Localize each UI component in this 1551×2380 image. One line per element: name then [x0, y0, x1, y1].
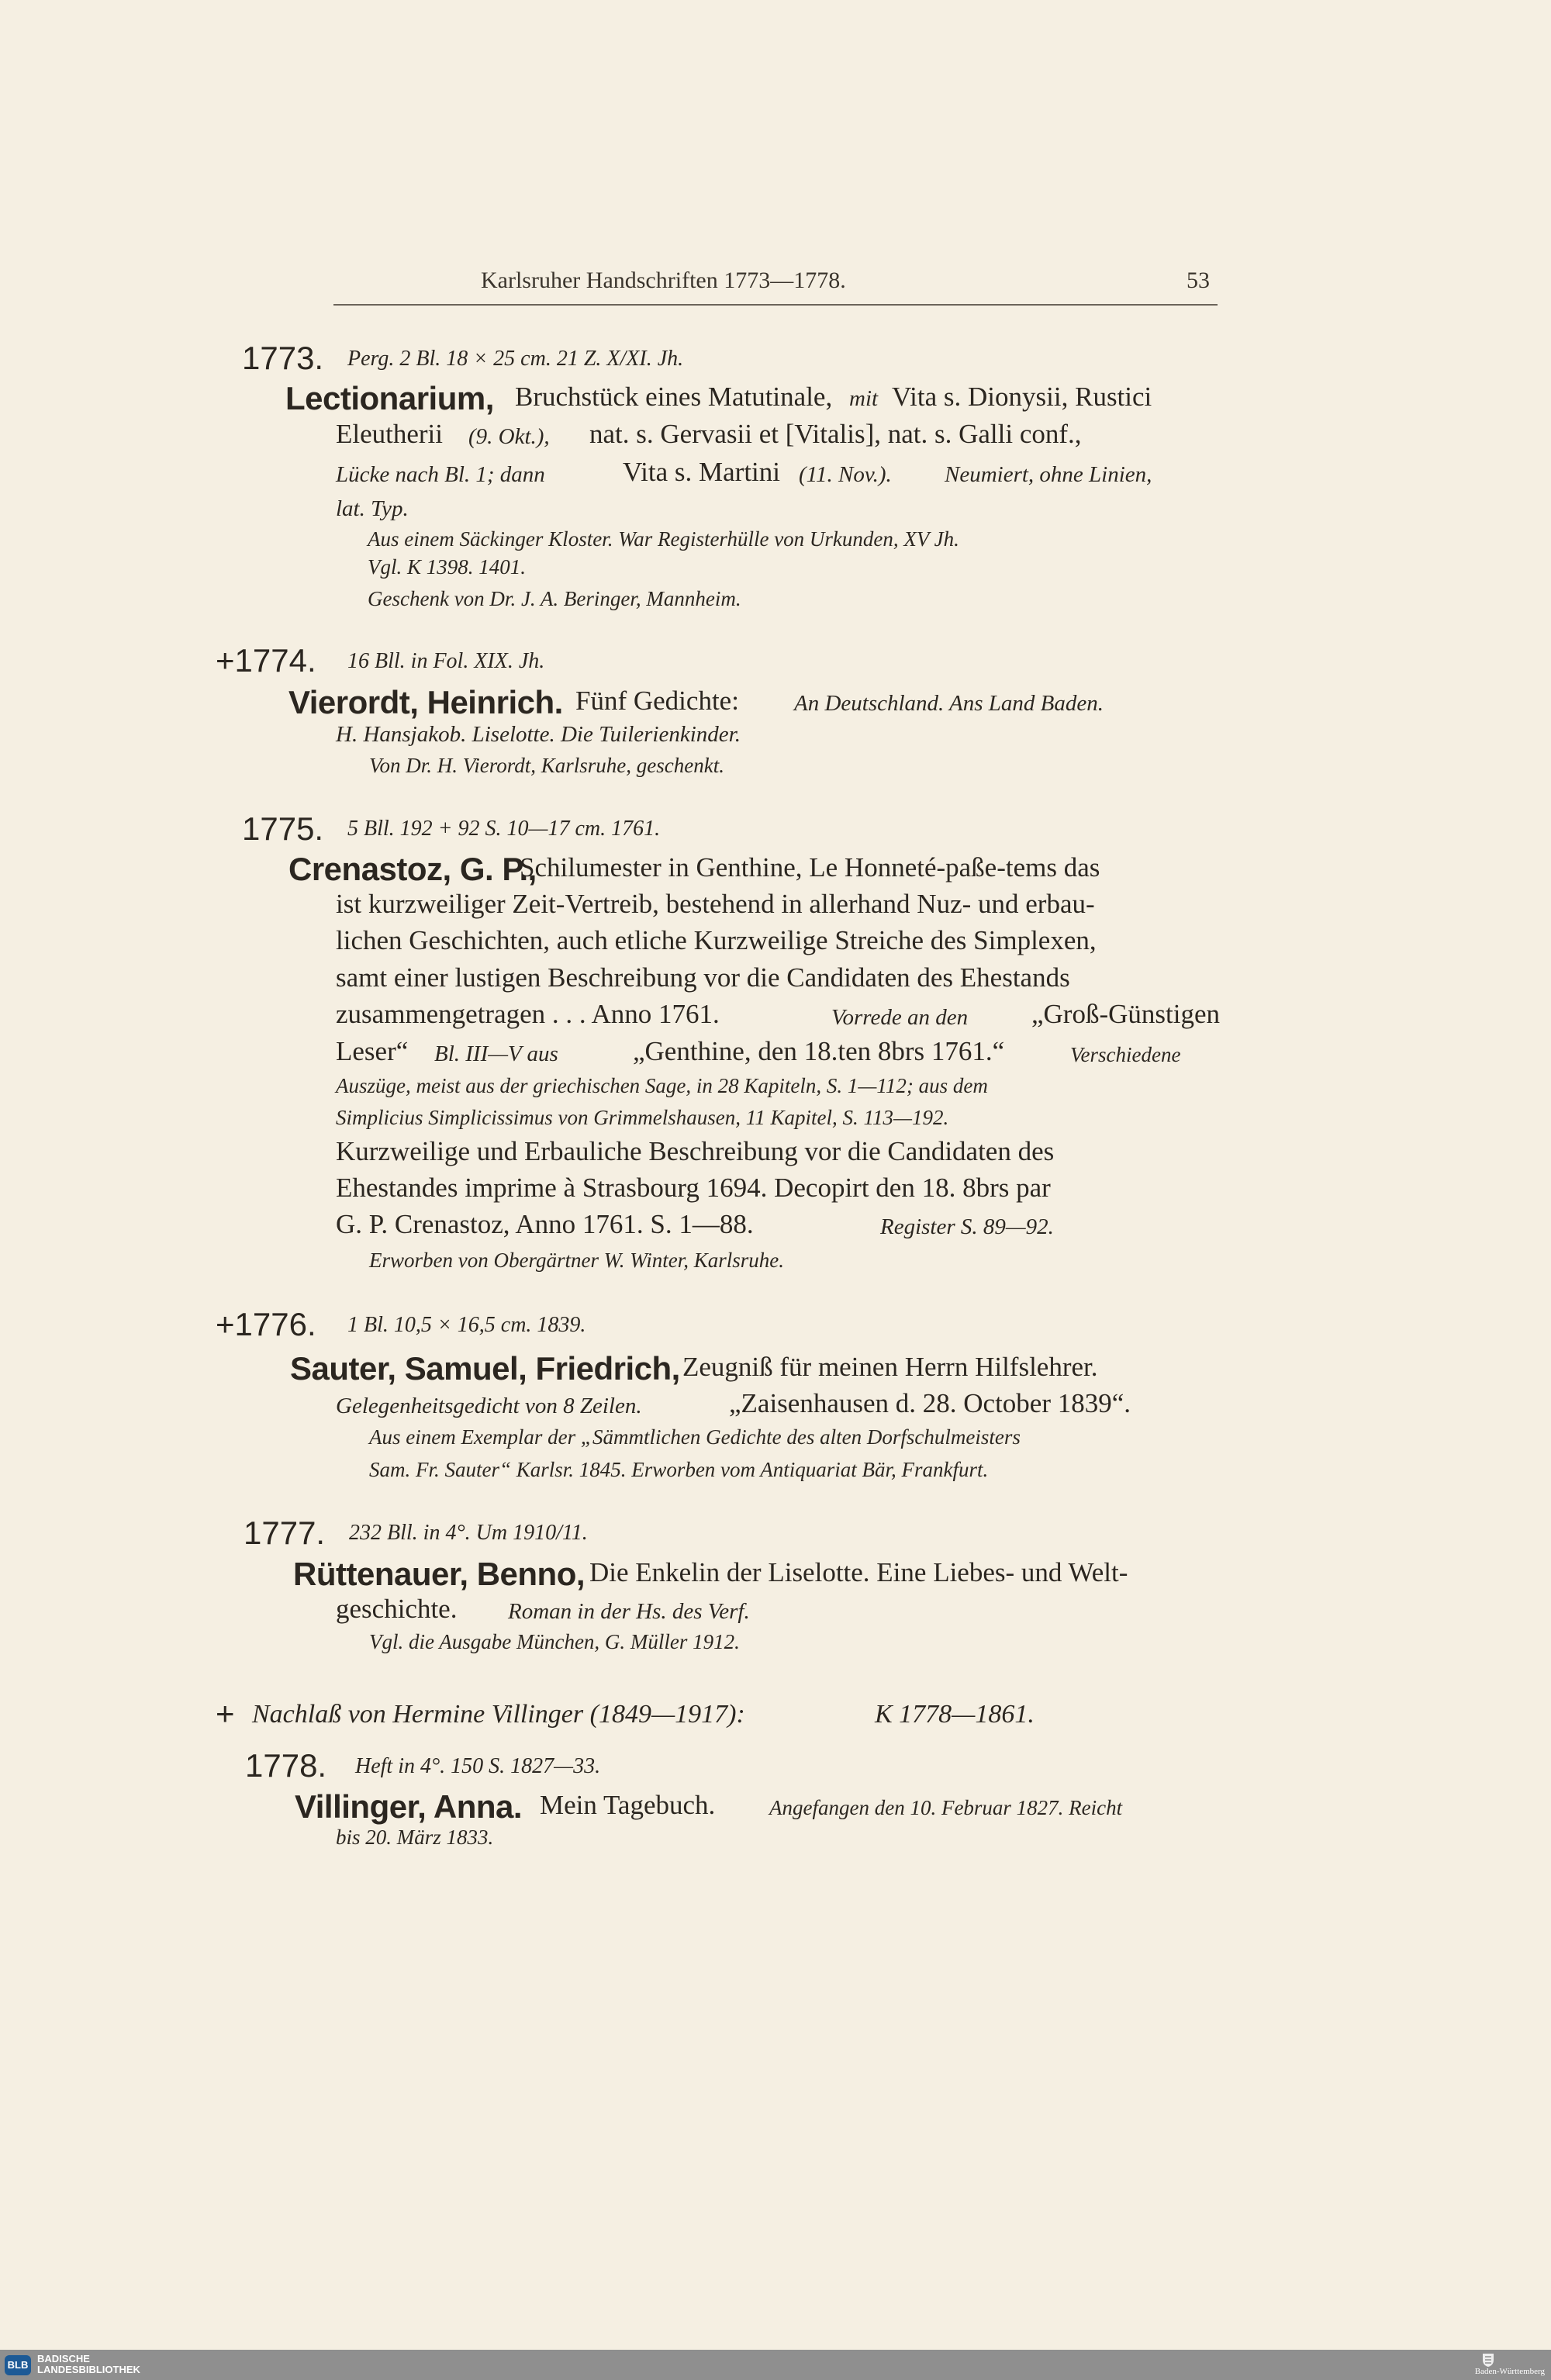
entry-text: lichen Geschichten, auch etliche Kurzweilige Streiche des Simplexen, — [336, 925, 1097, 955]
entry-text: „Groß-Günstigen — [1031, 999, 1221, 1029]
entry-note: Vgl. die Ausgabe München, G. Müller 1912. — [369, 1630, 740, 1653]
entry-meta: 16 Bll. in Fol. XIX. Jh. — [347, 649, 545, 673]
header-rule — [333, 304, 1218, 306]
entry-text: H. Hansjakob. Liselotte. Die Tuilerienkinder. — [336, 722, 741, 747]
entry-note: Aus einem Säckinger Kloster. War Registerhülle von Urkunden, XV Jh. — [368, 527, 959, 551]
entry-text: Neumiert, ohne Linien, — [945, 462, 1152, 487]
entry-text: Schilumester in Genthine, Le Honneté-paße-tems das — [520, 852, 1100, 883]
entry-text: Mein Tagebuch. — [540, 1790, 716, 1820]
entry-number: 1775. — [242, 810, 324, 847]
entry-text: Ehestandes imprime à Strasbourg 1694. Decopirt den 18. 8brs par — [336, 1173, 1051, 1203]
blb-logo: BLB — [5, 2355, 31, 2375]
entry-note: Erworben von Obergärtner W. Winter, Karlsruhe. — [369, 1249, 785, 1272]
entry-note: Sam. Fr. Sauter“ Karlsr. 1845. Erworben vom Antiquariat Bär, Frankfurt. — [369, 1458, 989, 1481]
entry-text: Register S. 89—92. — [880, 1214, 1054, 1239]
entry-name: Rüttenauer, Benno, — [293, 1556, 586, 1592]
entry-text: Eleutherii — [336, 419, 444, 449]
entry-note: Von Dr. H. Vierordt, Karlsruhe, geschenkt. — [369, 754, 724, 777]
entry-note: Vgl. K 1398. 1401. — [368, 555, 527, 579]
entry-text: Angefangen den 10. Februar 1827. Reicht — [769, 1796, 1123, 1819]
entry-text: lat. Typ. — [336, 496, 409, 521]
entry-text: geschichte. — [336, 1594, 458, 1624]
entry-name: Sauter, Samuel, Friedrich, — [290, 1350, 680, 1387]
entry-number: 1773. — [242, 340, 324, 376]
entry-note: Geschenk von Dr. J. A. Beringer, Mannheim. — [368, 587, 741, 610]
header-title: Karlsruher Handschriften 1773—1778. — [481, 268, 846, 293]
entry-meta: 5 Bll. 192 + 92 S. 10—17 cm. 1761. — [347, 817, 661, 841]
entry-text: zusammengetragen . . . Anno 1761. — [336, 999, 720, 1029]
entry-text: ist kurzweiliger Zeit-Vertreib, bestehend in allerhand Nuz- und erbau- — [336, 889, 1095, 919]
nachlass-ref: K 1778—1861. — [875, 1700, 1035, 1729]
library-name-line1: BADISCHE — [37, 2353, 90, 2364]
entry-text: Gelegenheitsgedicht von 8 Zeilen. — [336, 1394, 642, 1418]
library-name — [37, 2354, 140, 2375]
entry-name: Crenastoz, G. P., — [288, 851, 537, 887]
entry-text: (11. Nov.). — [799, 462, 892, 487]
entry-text: „Zaisenhausen d. 28. October 1839“. — [729, 1388, 1131, 1418]
state-name: Baden-Württemberg — [1474, 2367, 1545, 2376]
entry-number: 1777. — [244, 1515, 326, 1551]
footer-bar — [0, 2350, 1551, 2380]
entry-text: Roman in der Hs. des Verf. — [508, 1599, 750, 1624]
entry-text: Leser“ — [336, 1036, 409, 1066]
plus-marker: + — [216, 1695, 235, 1732]
entry-name: Lectionarium, — [285, 380, 494, 416]
entry-text: Vorrede an den — [831, 1005, 969, 1030]
entry-text: Vita s. Dionysii, Rustici — [892, 382, 1152, 412]
page-number: 53 — [1187, 268, 1210, 293]
entry-meta: 1 Bl. 10,5 × 16,5 cm. 1839. — [347, 1313, 586, 1337]
entry-text: Die Enkelin der Liselotte. Eine Liebes- und Welt- — [589, 1557, 1128, 1587]
entry-text: „Genthine, den 18.ten 8brs 1761.“ — [633, 1036, 1005, 1066]
entry-text: Bruchstück eines Matutinale, — [515, 382, 833, 412]
entry-number: 1778. — [245, 1747, 327, 1784]
entry-number: +1776. — [216, 1306, 316, 1342]
entry-name: Villinger, Anna. — [295, 1788, 523, 1825]
entry-number: +1774. — [216, 642, 316, 679]
entry-text: Zeugniß für meinen Herrn Hilfslehrer. — [682, 1352, 1098, 1382]
entry-text: (9. Okt.), — [468, 424, 550, 449]
entry-text: Bl. III—V aus — [434, 1041, 558, 1066]
entry-meta: 232 Bll. in 4°. Um 1910/11. — [349, 1521, 588, 1545]
entry-text: Vita s. Martini — [623, 457, 781, 487]
library-name-line2: LANDESBIBLIOTHEK — [37, 2364, 140, 2375]
entry-text: G. P. Crenastoz, Anno 1761. S. 1—88. — [336, 1209, 754, 1239]
entry-text: samt einer lustigen Beschreibung vor die Candidaten des Ehestands — [336, 962, 1070, 993]
entry-text: Fünf Gedichte: — [575, 686, 739, 716]
entry-text: An Deutschland. Ans Land Baden. — [794, 691, 1104, 716]
entry-text: Kurzweilige und Erbauliche Beschreibung vor die Candidaten des — [336, 1136, 1055, 1166]
entry-text: Lücke nach Bl. 1; dann — [336, 462, 545, 487]
entry-text: nat. s. Gervasii et [Vitalis], nat. s. Galli conf., — [589, 419, 1082, 449]
entry-name: Vierordt, Heinrich. — [288, 684, 563, 720]
entry-text: Auszüge, meist aus der griechischen Sage, in 28 Kapiteln, S. 1—112; aus dem — [336, 1074, 988, 1097]
entry-meta: Heft in 4°. 150 S. 1827—33. — [355, 1754, 601, 1778]
entry-text: bis 20. März 1833. — [336, 1826, 494, 1849]
entry-text: mit — [849, 386, 879, 411]
entry-text: Simplicius Simplicissimus von Grimmelshausen, 11 Kapitel, S. 113—192. — [336, 1106, 949, 1129]
entry-meta: Perg. 2 Bl. 18 × 25 cm. 21 Z. X/XI. Jh. — [347, 347, 684, 371]
nachlass-text: Nachlaß von Hermine Villinger (1849—1917): — [252, 1700, 745, 1729]
entry-note: Aus einem Exemplar der „Sämmtlichen Gedichte des alten Dorfschulmeisters — [369, 1425, 1021, 1449]
entry-text: Verschiedene — [1070, 1043, 1181, 1066]
state-crest-icon — [1480, 2352, 1497, 2368]
